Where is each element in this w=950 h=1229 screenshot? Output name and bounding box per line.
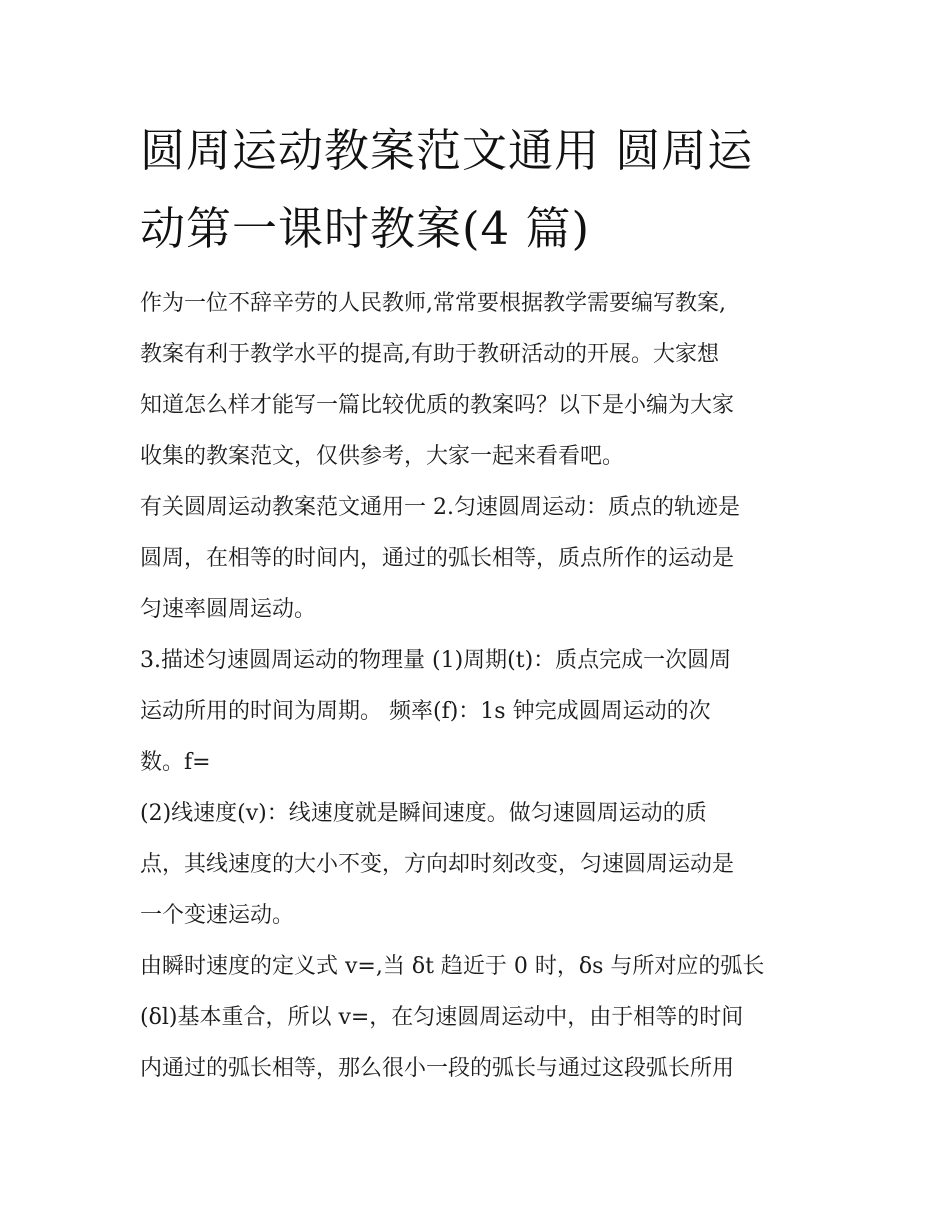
document-body bbox=[140, 278, 820, 1094]
body-line: 知道怎么样才能写一篇比较优质的教案吗？以下是小编为大家 bbox=[140, 393, 735, 418]
body-line: (2)线速度(v)：线速度就是瞬间速度。做匀速圆周运动的质 bbox=[140, 801, 707, 826]
body-line: 数。f= bbox=[140, 750, 211, 775]
body-line: 点，其线速度的大小不变，方向却时刻改变，匀速圆周运动是 bbox=[140, 852, 735, 877]
body-line: 一个变速运动。 bbox=[140, 903, 295, 928]
title-line: 圆周运动教案范文通用 圆周运 bbox=[140, 124, 754, 177]
body-line: 匀速率圆周运动。 bbox=[140, 597, 317, 622]
body-line: 收集的教案范文，仅供参考，大家一起来看看吧。 bbox=[140, 444, 625, 469]
body-line: 由瞬时速度的定义式 v=,当 δt 趋近于 0 时，δs 与所对应的弧长 bbox=[140, 954, 765, 979]
body-line: 教案有利于教学水平的提高,有助于教研活动的开展。大家想 bbox=[140, 342, 719, 367]
body-line: 作为一位不辞辛劳的人民教师,常常要根据教学需要编写教案, bbox=[140, 291, 726, 316]
body-line: 圆周，在相等的时间内，通过的弧长相等，质点所作的运动是 bbox=[140, 546, 735, 571]
body-line: 运动所用的时间为周期。 频率(f)：1s 钟完成圆周运动的次 bbox=[140, 699, 711, 724]
body-line: 3.描述匀速圆周运动的物理量 (1)周期(t)：质点完成一次圆周 bbox=[140, 648, 732, 673]
title-line: 动第一课时教案(4 篇) bbox=[140, 202, 591, 255]
body-line: (δl)基本重合，所以 v=，在匀速圆周运动中，由于相等的时间 bbox=[140, 1005, 744, 1030]
body-line: 有关圆周运动教案范文通用一 2.匀速圆周运动：质点的轨迹是 bbox=[140, 495, 740, 520]
page-title bbox=[140, 112, 820, 268]
body-line: 内通过的弧长相等，那么很小一段的弧长与通过这段弧长所用 bbox=[140, 1056, 735, 1081]
